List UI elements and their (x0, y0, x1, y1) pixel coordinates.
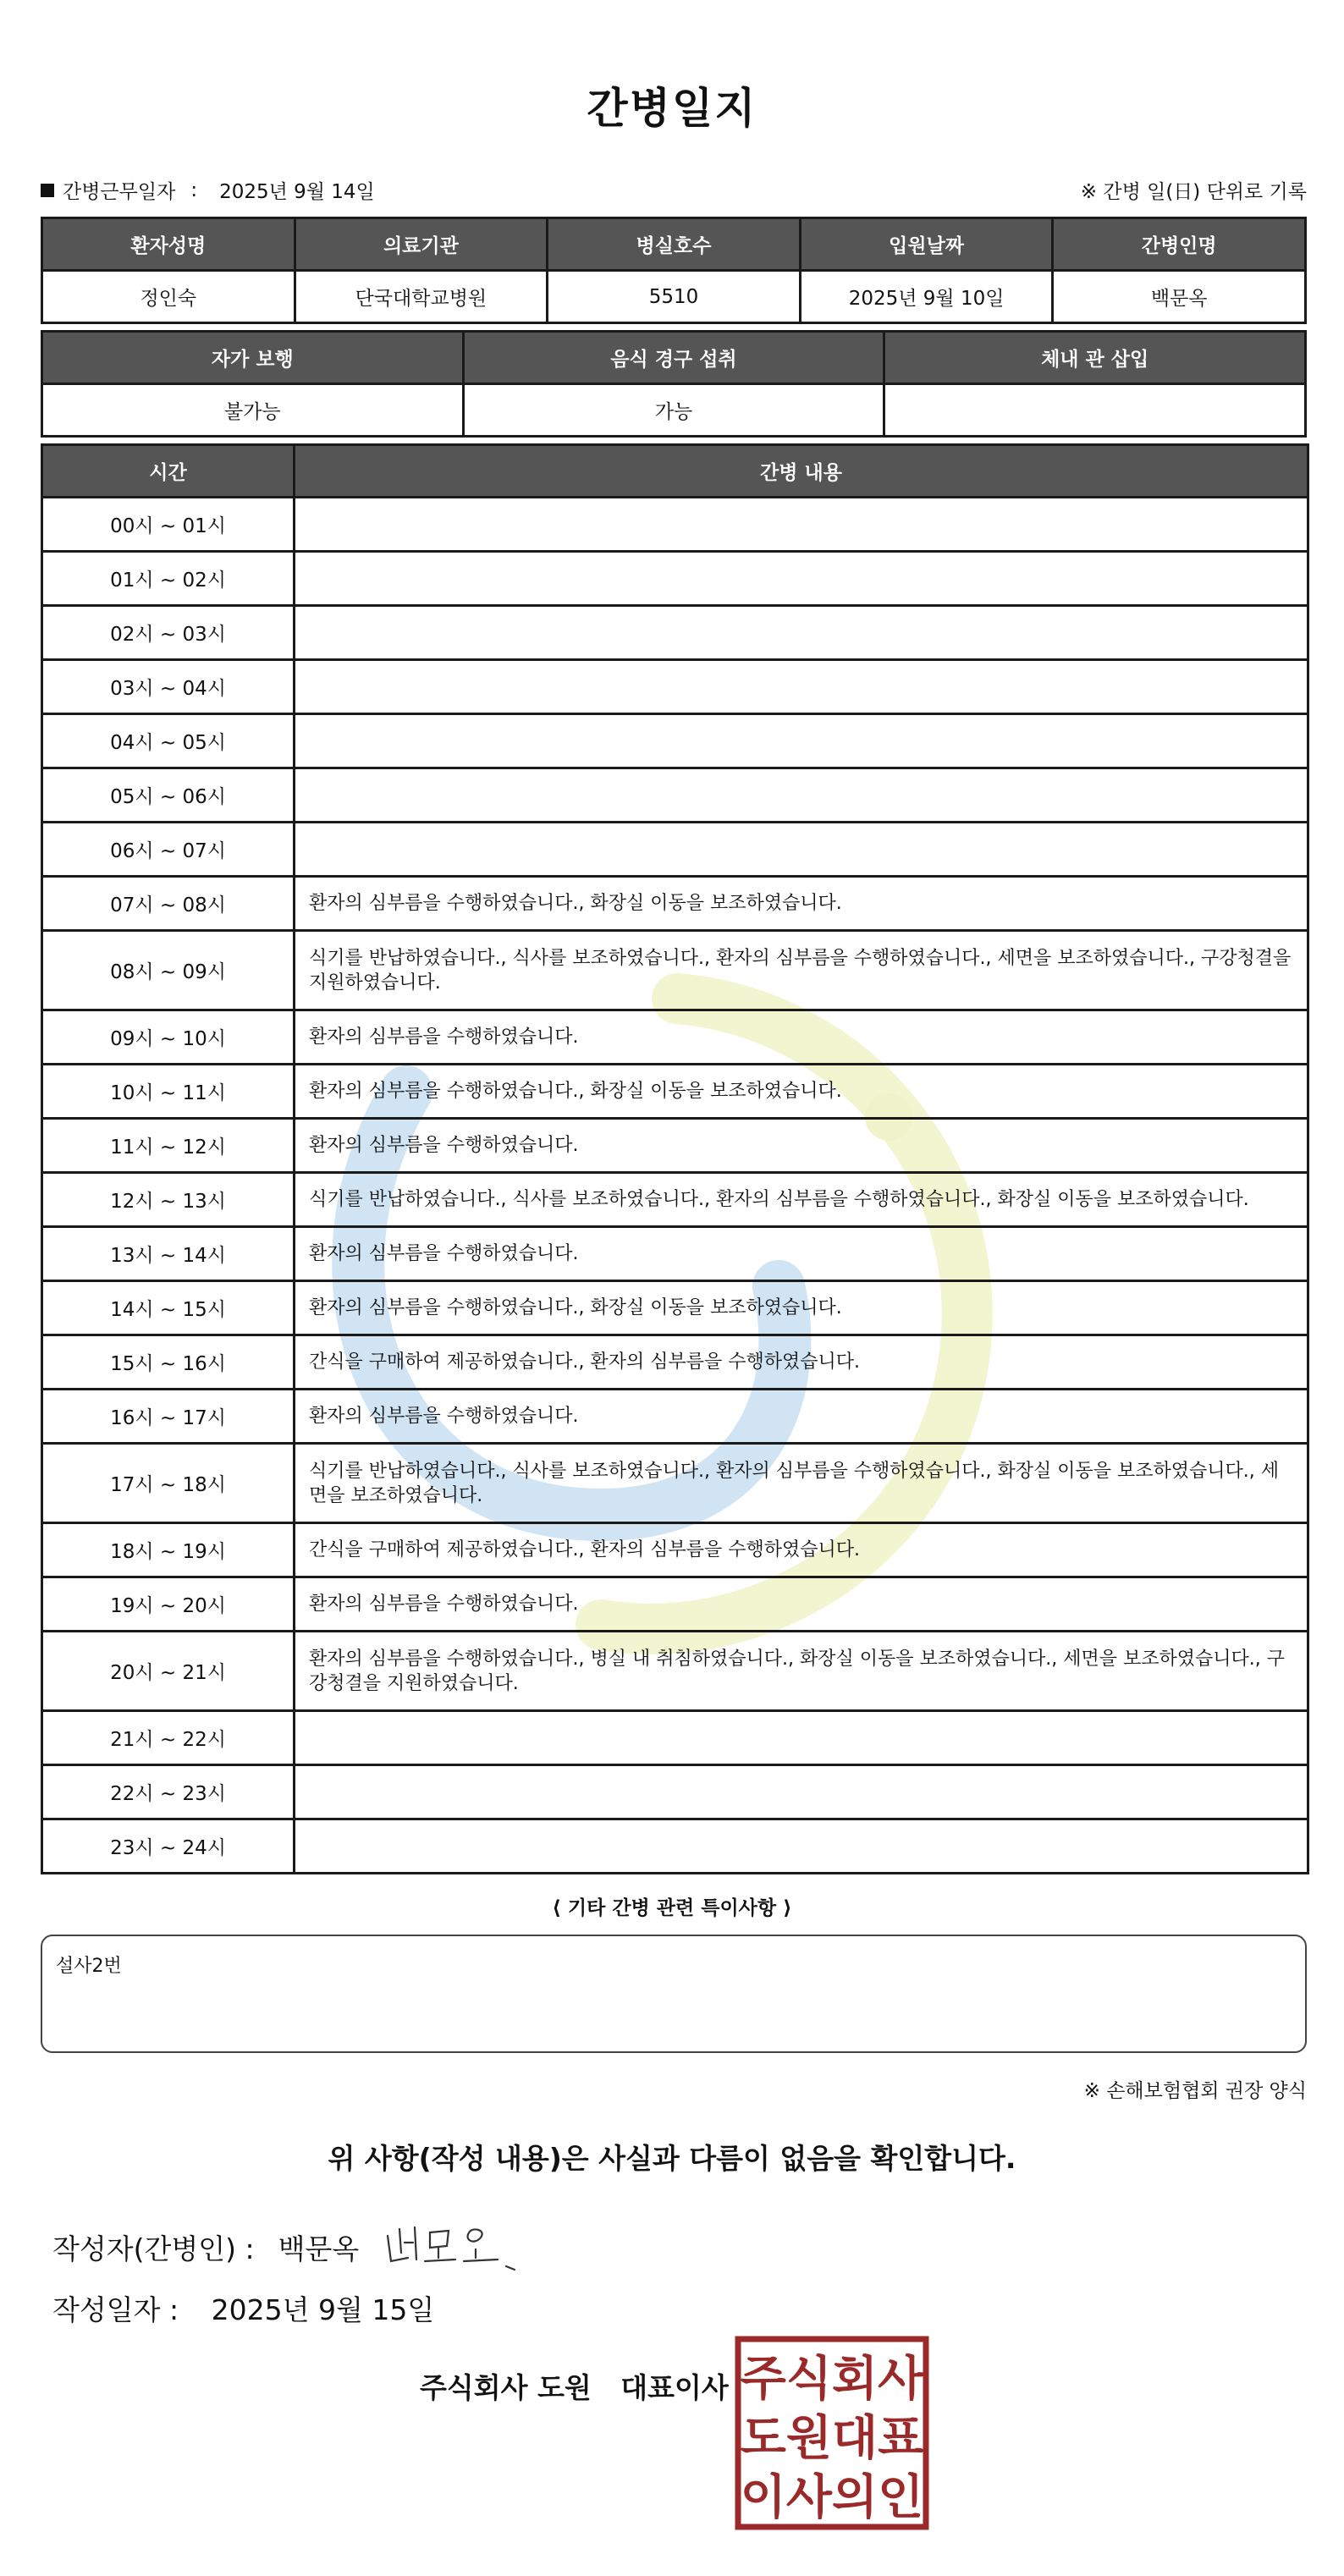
time-cell: 23시 ~ 24시 (42, 1819, 295, 1874)
tube-status (884, 384, 1306, 437)
header-patient-name: 환자성명 (42, 218, 295, 271)
care-content-cell: 환자의 심부름을 수행하였습니다. (295, 1227, 1308, 1281)
patient-status-table (41, 330, 1307, 438)
header-caregiver: 간병인명 (1053, 218, 1306, 271)
table-row (42, 1711, 1308, 1765)
care-log-table (41, 443, 1309, 1874)
table-row (42, 1444, 1308, 1523)
square-bullet-icon (41, 184, 54, 197)
work-date-value: 2025년 9월 14일 (219, 181, 375, 203)
time-cell: 22시 ~ 23시 (42, 1765, 295, 1819)
time-cell: 20시 ~ 21시 (42, 1632, 295, 1711)
care-content-cell: 식기를 반납하였습니다., 식사를 보조하였습니다., 환자의 심부름을 수행하였습니다., 세면을 보조하였습니다., 구강청결을 지원하였습니다. (295, 931, 1308, 1010)
care-content-cell: 환자의 심부름을 수행하였습니다., 화장실 이동을 보조하였습니다. (295, 877, 1308, 931)
table-row (42, 552, 1308, 606)
table-row (42, 606, 1308, 660)
table-row (42, 660, 1308, 714)
care-content-cell (295, 606, 1308, 660)
table-row (42, 1173, 1308, 1227)
company-signature: 주식회사 도원 대표이사 (420, 2371, 729, 2404)
care-content-cell: 환자의 심부름을 수행하였습니다. (295, 1119, 1308, 1173)
time-cell: 00시 ~ 01시 (42, 498, 295, 552)
notes-text: 설사2번 (56, 1956, 122, 1977)
time-cell: 18시 ~ 19시 (42, 1523, 295, 1577)
time-cell: 19시 ~ 20시 (42, 1577, 295, 1632)
patient-name: 정인숙 (42, 271, 295, 323)
work-date-label: 간병근무일자 (63, 181, 176, 203)
header-tube: 체내 관 삽입 (884, 332, 1306, 384)
table-row (42, 1335, 1308, 1390)
time-cell: 21시 ~ 22시 (42, 1711, 295, 1765)
care-content-cell (295, 1711, 1308, 1765)
time-cell: 09시 ~ 10시 (42, 1010, 295, 1065)
care-content-cell: 간식을 구매하여 제공하였습니다., 환자의 심부름을 수행하였습니다. (295, 1335, 1308, 1390)
notes-title: ⟨ 기타 간병 관련 특이사항 ⟩ (552, 1897, 792, 1919)
company-seal-icon (735, 2336, 929, 2530)
seal-line-3: 이사의인 (740, 2470, 924, 2525)
time-cell: 11시 ~ 12시 (42, 1119, 295, 1173)
oral-intake-status: 가능 (463, 384, 884, 437)
time-cell: 04시 ~ 05시 (42, 714, 295, 768)
table-row (42, 1577, 1308, 1632)
header-care-content: 간병 내용 (295, 445, 1308, 498)
time-cell: 01시 ~ 02시 (42, 552, 295, 606)
care-content-cell: 환자의 심부름을 수행하였습니다., 병실 내 취침하였습니다., 화장실 이동을 보조하였습니다., 세면을 보조하였습니다., 구강청결을 지원하였습니다. (295, 1632, 1308, 1711)
care-content-cell: 환자의 심부름을 수행하였습니다. (295, 1390, 1308, 1444)
table-row (42, 1765, 1308, 1819)
time-cell: 02시 ~ 03시 (42, 606, 295, 660)
care-content-cell (295, 823, 1308, 877)
care-content-cell (295, 498, 1308, 552)
table-row (42, 1632, 1308, 1711)
care-content-cell: 식기를 반납하였습니다., 식사를 보조하였습니다., 환자의 심부름을 수행하였습니다., 화장실 이동을 보조하였습니다., 세면을 보조하였습니다. (295, 1444, 1308, 1523)
table-row (42, 1227, 1308, 1281)
confirm-statement: 위 사항(작성 내용)은 사실과 다름이 없음을 확인합니다. (328, 2142, 1016, 2175)
header-room: 병실호수 (548, 218, 801, 271)
table-row (42, 1819, 1308, 1874)
table-row (42, 877, 1308, 931)
caregiver-name: 백문옥 (1053, 271, 1306, 323)
recommend-note: ※ 손해보험협회 권장 양식 (1083, 2080, 1307, 2102)
care-content-cell: 환자의 심부름을 수행하였습니다. (295, 1010, 1308, 1065)
table-row (42, 931, 1308, 1010)
time-cell: 13시 ~ 14시 (42, 1227, 295, 1281)
time-cell: 17시 ~ 18시 (42, 1444, 295, 1523)
table-row (42, 498, 1308, 552)
writer-row (52, 2227, 359, 2267)
time-cell: 06시 ~ 07시 (42, 823, 295, 877)
write-date-value: 2025년 9월 15일 (211, 2293, 435, 2326)
page-title: 간병일지 (587, 84, 757, 133)
care-content-cell (295, 768, 1308, 823)
institution: 단국대학교병원 (295, 271, 548, 323)
time-cell: 07시 ~ 08시 (42, 877, 295, 931)
care-content-cell: 환자의 심부름을 수행하였습니다., 화장실 이동을 보조하였습니다. (295, 1065, 1308, 1119)
walking-status: 불가능 (42, 384, 464, 437)
time-cell: 12시 ~ 13시 (42, 1173, 295, 1227)
table-row (42, 1065, 1308, 1119)
time-cell: 14시 ~ 15시 (42, 1281, 295, 1335)
table-row (42, 1281, 1308, 1335)
seal-line-1: 주식회사 (740, 2352, 924, 2407)
care-content-cell (295, 1765, 1308, 1819)
care-content-cell (295, 714, 1308, 768)
time-cell: 16시 ~ 17시 (42, 1390, 295, 1444)
work-date (41, 176, 375, 204)
write-date-row (52, 2288, 434, 2328)
work-date-sep: : (190, 179, 198, 201)
table-row (42, 1523, 1308, 1577)
table-row (42, 1010, 1308, 1065)
time-cell: 10시 ~ 11시 (42, 1065, 295, 1119)
header-institution: 의료기관 (295, 218, 548, 271)
admission-date: 2025년 9월 10일 (800, 271, 1053, 323)
writer-label: 작성자(간병인) : (52, 2232, 255, 2265)
signature-icon (379, 2210, 523, 2280)
patient-info-table (41, 217, 1307, 324)
time-cell: 03시 ~ 04시 (42, 660, 295, 714)
time-cell: 15시 ~ 16시 (42, 1335, 295, 1390)
notes-box (41, 1935, 1307, 2053)
time-cell: 05시 ~ 06시 (42, 768, 295, 823)
write-date-label: 작성일자 : (52, 2293, 179, 2326)
care-content-cell (295, 660, 1308, 714)
time-cell: 08시 ~ 09시 (42, 931, 295, 1010)
care-content-cell (295, 552, 1308, 606)
table-row (42, 1390, 1308, 1444)
header-time: 시간 (42, 445, 295, 498)
care-content-cell: 간식을 구매하여 제공하였습니다., 환자의 심부름을 수행하였습니다. (295, 1523, 1308, 1577)
header-admission-date: 입원날짜 (800, 218, 1053, 271)
work-date-row (41, 176, 1307, 203)
table-row (42, 768, 1308, 823)
care-content-cell: 환자의 심부름을 수행하였습니다. (295, 1577, 1308, 1632)
header-oral-intake: 음식 경구 섭취 (463, 332, 884, 384)
unit-note: ※ 간병 일(日) 단위로 기록 (1080, 181, 1307, 203)
seal-line-2: 도원대표 (740, 2411, 924, 2466)
table-row (42, 714, 1308, 768)
table-row (42, 1119, 1308, 1173)
table-row (42, 823, 1308, 877)
header-walking: 자가 보행 (42, 332, 464, 384)
care-content-cell (295, 1819, 1308, 1874)
writer-name: 백문옥 (278, 2232, 360, 2265)
room-number: 5510 (548, 271, 801, 323)
care-content-cell: 식기를 반납하였습니다., 식사를 보조하였습니다., 환자의 심부름을 수행하였습니다., 화장실 이동을 보조하였습니다. (295, 1173, 1308, 1227)
care-content-cell: 환자의 심부름을 수행하였습니다., 화장실 이동을 보조하였습니다. (295, 1281, 1308, 1335)
